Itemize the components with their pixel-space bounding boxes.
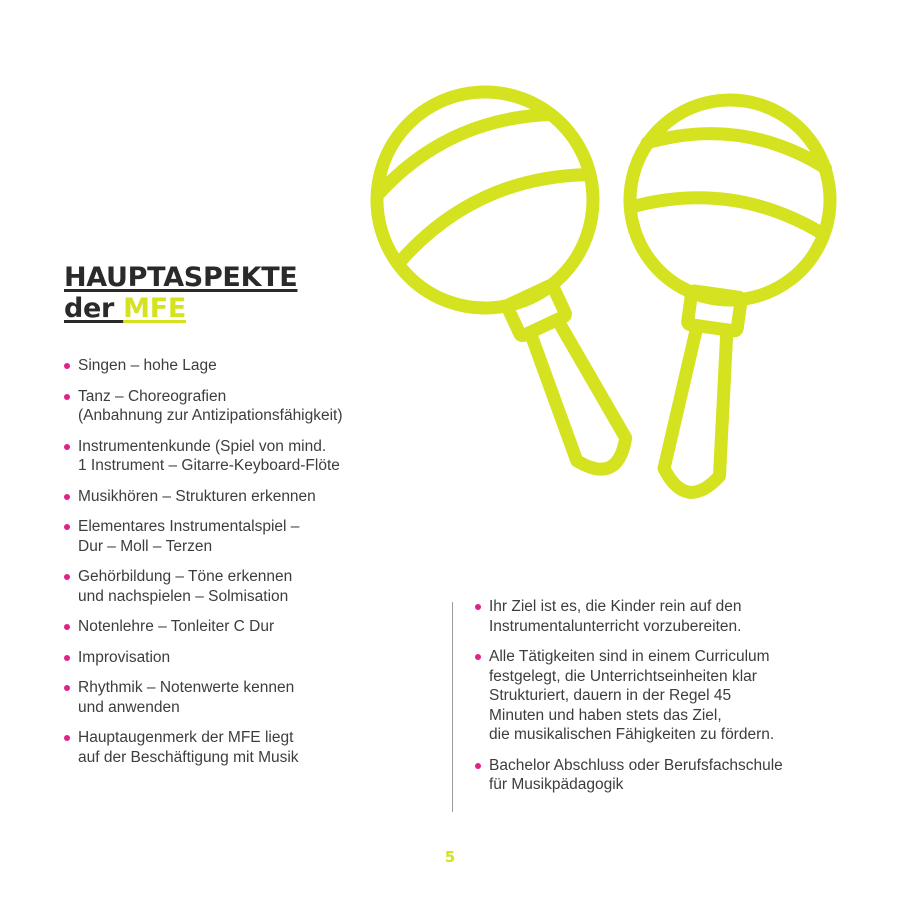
page-number: 5 — [444, 848, 456, 866]
page-title — [64, 262, 297, 324]
list-item: Instrumentenkunde (Spiel von mind. 1 Instrument – Gitarre-Keyboard-Flöte — [64, 437, 404, 476]
list-item: Notenlehre – Tonleiter C Dur — [64, 617, 404, 637]
list-item: Rhythmik – Notenwerte kennen und anwenden — [64, 678, 404, 717]
main-aspects-list — [64, 356, 404, 778]
column-divider — [452, 602, 453, 812]
list-item: Tanz – Choreografien (Anbahnung zur Antizipationsfähigkeit) — [64, 387, 404, 426]
title-accent: MFE — [123, 293, 187, 324]
list-item: Elementares Instrumentalspiel – Dur – Moll – Terzen — [64, 517, 404, 556]
list-item: Bachelor Abschluss oder Berufsfachschule für Musikpädagogik — [475, 756, 855, 795]
list-item: Musikhören – Strukturen erkennen — [64, 487, 404, 507]
list-item: Improvisation — [64, 648, 404, 668]
goals-list — [475, 597, 855, 806]
list-item: Hauptaugenmerk der MFE liegt auf der Beschäftigung mit Musik — [64, 728, 404, 767]
list-item: Singen – hohe Lage — [64, 356, 404, 376]
title-prefix: der — [64, 293, 124, 324]
maracas-icon — [330, 55, 850, 525]
title-line-1: HAUPTASPEKTE — [64, 262, 298, 293]
list-item: Gehörbildung – Töne erkennen und nachspielen – Solmisation — [64, 567, 404, 606]
list-item: Alle Tätigkeiten sind in einem Curriculum festgelegt, die Unterrichtseinheiten klar Strukturiert, dauern in der Regel 45 Minuten und haben stets das Ziel, die musikalischen Fähigkeiten zu fördern. — [475, 647, 855, 745]
list-item: Ihr Ziel ist es, die Kinder rein auf den Instrumentalunterricht vorzubereiten. — [475, 597, 855, 636]
title-line-2 — [64, 293, 186, 324]
